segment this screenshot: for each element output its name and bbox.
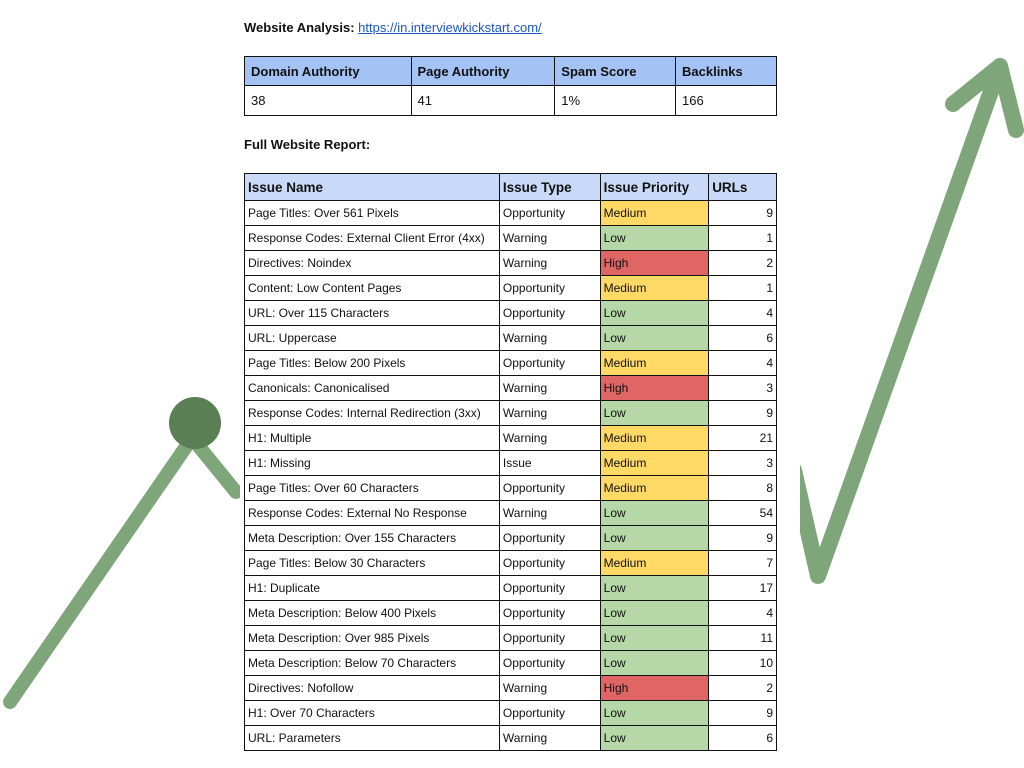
table-row	[245, 601, 777, 626]
urls-count-cell: 9	[709, 201, 777, 226]
table-row	[245, 251, 777, 276]
issue-name-cell: H1: Missing	[245, 451, 500, 476]
issue-type-cell: Warning	[499, 376, 600, 401]
metrics-value-cell: 166	[676, 86, 777, 116]
metrics-header-row	[245, 57, 777, 86]
issue-type-cell: Warning	[499, 251, 600, 276]
table-row	[245, 701, 777, 726]
metrics-header-cell: Backlinks	[676, 57, 777, 86]
urls-count-cell: 54	[709, 501, 777, 526]
issue-priority-cell: Low	[600, 226, 709, 251]
issue-type-cell: Opportunity	[499, 301, 600, 326]
issue-priority-cell: Low	[600, 651, 709, 676]
table-row	[245, 276, 777, 301]
table-row	[245, 626, 777, 651]
issue-type-cell: Opportunity	[499, 526, 600, 551]
table-row	[245, 401, 777, 426]
table-row	[245, 451, 777, 476]
urls-count-cell: 3	[709, 451, 777, 476]
issue-type-cell: Issue	[499, 451, 600, 476]
issue-name-cell: H1: Duplicate	[245, 576, 500, 601]
issue-type-cell: Warning	[499, 676, 600, 701]
urls-count-cell: 10	[709, 651, 777, 676]
urls-count-cell: 1	[709, 226, 777, 251]
issue-type-cell: Opportunity	[499, 276, 600, 301]
issue-priority-cell: Low	[600, 701, 709, 726]
issue-priority-cell: Low	[600, 626, 709, 651]
issue-name-cell: Page Titles: Over 60 Characters	[245, 476, 500, 501]
issue-type-cell: Warning	[499, 401, 600, 426]
table-row	[245, 576, 777, 601]
issue-name-cell: Meta Description: Over 985 Pixels	[245, 626, 500, 651]
issue-priority-cell: Medium	[600, 476, 709, 501]
report-header-row	[245, 174, 777, 201]
issue-name-cell: Response Codes: External Client Error (4xx)	[245, 226, 500, 251]
issue-priority-cell: Low	[600, 301, 709, 326]
issue-type-cell: Opportunity	[499, 551, 600, 576]
table-row	[245, 376, 777, 401]
table-row	[245, 351, 777, 376]
issue-priority-cell: Low	[600, 576, 709, 601]
table-row	[245, 501, 777, 526]
issue-priority-cell: High	[600, 676, 709, 701]
issue-priority-cell: Medium	[600, 351, 709, 376]
urls-count-cell: 11	[709, 626, 777, 651]
issue-name-cell: URL: Over 115 Characters	[245, 301, 500, 326]
issue-type-cell: Opportunity	[499, 476, 600, 501]
report-body	[245, 201, 777, 751]
urls-count-cell: 9	[709, 401, 777, 426]
issue-name-cell: Meta Description: Over 155 Characters	[245, 526, 500, 551]
urls-count-cell: 2	[709, 676, 777, 701]
issue-type-cell: Opportunity	[499, 601, 600, 626]
growth-arrow-icon	[10, 438, 236, 702]
urls-count-cell: 7	[709, 551, 777, 576]
table-row	[245, 326, 777, 351]
column-header-issue-priority: Issue Priority	[600, 174, 709, 201]
issue-name-cell: Page Titles: Below 30 Characters	[245, 551, 500, 576]
table-row	[245, 476, 777, 501]
issue-priority-cell: Low	[600, 401, 709, 426]
issue-name-cell: Meta Description: Below 400 Pixels	[245, 601, 500, 626]
table-row	[245, 676, 777, 701]
issue-name-cell: Meta Description: Below 70 Characters	[245, 651, 500, 676]
issue-priority-cell: High	[600, 251, 709, 276]
issue-type-cell: Warning	[499, 501, 600, 526]
issue-name-cell: H1: Multiple	[245, 426, 500, 451]
metrics-value-cell: 1%	[555, 86, 676, 116]
metrics-table	[244, 56, 777, 116]
table-row	[245, 526, 777, 551]
website-analysis-label: Website Analysis:	[244, 20, 355, 35]
issue-priority-cell: Medium	[600, 201, 709, 226]
issue-name-cell: URL: Parameters	[245, 726, 500, 751]
website-analysis-line	[244, 20, 542, 35]
urls-count-cell: 9	[709, 701, 777, 726]
issue-priority-cell: Low	[600, 601, 709, 626]
issue-name-cell: Page Titles: Below 200 Pixels	[245, 351, 500, 376]
issue-type-cell: Opportunity	[499, 351, 600, 376]
issue-name-cell: Directives: Noindex	[245, 251, 500, 276]
urls-count-cell: 1	[709, 276, 777, 301]
table-row	[245, 226, 777, 251]
issue-name-cell: Content: Low Content Pages	[245, 276, 500, 301]
issue-type-cell: Warning	[499, 726, 600, 751]
column-header-issue-name: Issue Name	[245, 174, 500, 201]
table-row	[245, 551, 777, 576]
issue-priority-cell: High	[600, 376, 709, 401]
issue-type-cell: Opportunity	[499, 576, 600, 601]
urls-count-cell: 9	[709, 526, 777, 551]
metrics-header-cell: Page Authority	[411, 57, 555, 86]
issue-priority-cell: Medium	[600, 451, 709, 476]
urls-count-cell: 21	[709, 426, 777, 451]
issue-type-cell: Opportunity	[499, 626, 600, 651]
dot-icon	[169, 397, 221, 449]
urls-count-cell: 6	[709, 726, 777, 751]
issue-priority-cell: Medium	[600, 276, 709, 301]
issue-priority-cell: Low	[600, 501, 709, 526]
column-header-issue-type: Issue Type	[499, 174, 600, 201]
table-row	[245, 301, 777, 326]
metrics-value-cell: 41	[411, 86, 555, 116]
issue-type-cell: Opportunity	[499, 701, 600, 726]
issue-name-cell: H1: Over 70 Characters	[245, 701, 500, 726]
issue-type-cell: Opportunity	[499, 651, 600, 676]
report-title: Full Website Report:	[244, 137, 371, 152]
metrics-value-row	[245, 86, 777, 116]
issue-name-cell: Response Codes: External No Response	[245, 501, 500, 526]
report-document	[240, 0, 800, 768]
issue-name-cell: URL: Uppercase	[245, 326, 500, 351]
urls-count-cell: 4	[709, 351, 777, 376]
issue-priority-cell: Medium	[600, 551, 709, 576]
issue-priority-cell: Low	[600, 726, 709, 751]
table-row	[245, 726, 777, 751]
report-table	[244, 173, 777, 751]
issue-priority-cell: Low	[600, 526, 709, 551]
column-header-urls: URLs	[709, 174, 777, 201]
metrics-header-cell: Domain Authority	[245, 57, 412, 86]
issue-priority-cell: Low	[600, 326, 709, 351]
urls-count-cell: 4	[709, 601, 777, 626]
checkmark-arrow-icon	[794, 66, 1016, 576]
metrics-header-cell: Spam Score	[555, 57, 676, 86]
urls-count-cell: 17	[709, 576, 777, 601]
issue-name-cell: Canonicals: Canonicalised	[245, 376, 500, 401]
issue-type-cell: Warning	[499, 426, 600, 451]
issue-type-cell: Warning	[499, 326, 600, 351]
urls-count-cell: 8	[709, 476, 777, 501]
urls-count-cell: 6	[709, 326, 777, 351]
issue-priority-cell: Medium	[600, 426, 709, 451]
issue-name-cell: Page Titles: Over 561 Pixels	[245, 201, 500, 226]
table-row	[245, 201, 777, 226]
issue-name-cell: Directives: Nofollow	[245, 676, 500, 701]
metrics-value-cell: 38	[245, 86, 412, 116]
issue-type-cell: Warning	[499, 226, 600, 251]
urls-count-cell: 2	[709, 251, 777, 276]
urls-count-cell: 3	[709, 376, 777, 401]
issue-type-cell: Opportunity	[499, 201, 600, 226]
urls-count-cell: 4	[709, 301, 777, 326]
issue-name-cell: Response Codes: Internal Redirection (3xx)	[245, 401, 500, 426]
website-url-link[interactable]: https://in.interviewkickstart.com/	[358, 20, 542, 35]
table-row	[245, 426, 777, 451]
table-row	[245, 651, 777, 676]
